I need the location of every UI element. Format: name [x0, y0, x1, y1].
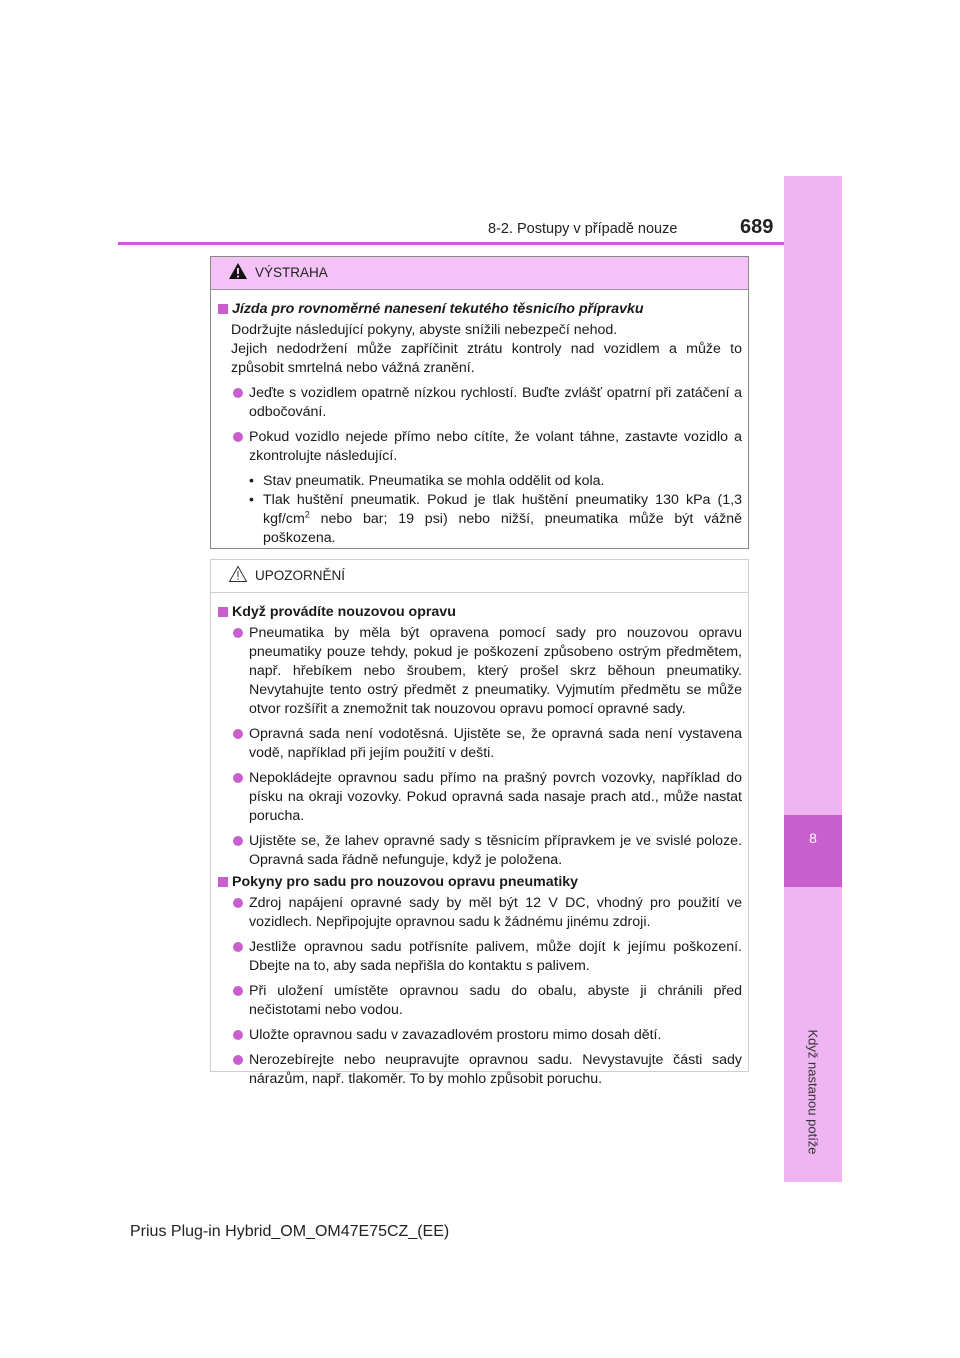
warning-box — [210, 256, 749, 549]
caution-header — [211, 560, 748, 593]
chapter-number-tab — [784, 815, 842, 887]
caution-s2-bullet-4: Uložte opravnou sadu v zavazadlovém prostoru mimo dosah dětí. — [217, 1026, 742, 1045]
caution-triangle-icon — [228, 565, 248, 583]
chapter-label: Když nastanou potíže — [805, 1029, 821, 1155]
caution-s1-bullet-3: Nepokládejte opravnou sadu přímo na prašný povrch vozovky, například do písku na okraji vozovky. Pokud opravná sada nasaje prach atd., může nastat porucha. — [217, 769, 742, 826]
caution-s1-b1-cont: Nevytahujte tento ostrý předmět z pneumatiky. Vyjmutím předmětu se může otvor rozšířit a znemožnit tak nouzovou opravu pomocí opravné sady. — [249, 682, 742, 717]
caution-box — [210, 559, 749, 1087]
warning-intro-2: Jejich nedodržení může zapříčinit ztrátu kontroly nad vozidlem a může to způsobit smrtelná nebo vážná zranění. — [231, 341, 742, 376]
caution-s2-bullet-1: Zdroj napájení opravné sady by měl být 12 V DC, vhodný pro použití ve vozidlech. Nepřipojujte opravnou sadu k žádnému jinému zdroji. — [217, 894, 742, 932]
caution-section-1: Když provádíte nouzovou opravu — [217, 603, 742, 622]
warning-triangle-icon — [228, 262, 248, 280]
caution-s1-bullet-1 — [217, 624, 742, 719]
page-number: 689 — [740, 216, 774, 238]
caution-s1-bullet-2: Opravná sada není vodotěsná. Ujistěte se, že opravná sada není vystavena vodě, například při jejím použití v dešti. — [217, 725, 742, 763]
header-section-title: 8-2. Postupy v případě nouze — [488, 221, 678, 237]
header-rule — [118, 242, 784, 245]
warning-sub-2-text-b: nebo bar; 19 psi) nebo nižší, pneumatika může být vážně poškozena. — [263, 511, 742, 546]
caution-s2-bullet-3: Při uložení umístěte opravnou sadu do obalu, abyste ji chránili před nečistotami nebo vodou. — [217, 982, 742, 1020]
warning-sub-1: • Stav pneumatik. Pneumatika se mohla oddělit od kola. — [217, 472, 742, 491]
document-id: Prius Plug-in Hybrid_OM_OM47E75CZ_(EE) — [130, 1223, 450, 1240]
caution-s1-bullet-4: Ujistěte se, že lahev opravné sady s těsnicím přípravkem je ve svislé poloze. Opravná sada řádně nefunguje, když je položena. — [217, 832, 742, 870]
caution-s1-b1-text: Pneumatika by měla být opravena pomocí sady pro nouzovou opravu pneumatiky pouze tehdy, pokud je poškození způsobeno ostrým předmětem, např. hřebíkem nebo šroubem, který prošel skrz běhoun pneumatiky. — [249, 625, 742, 679]
chapter-number: 8 — [809, 830, 817, 846]
caution-section-2: Pokyny pro sadu pro nouzovou opravu pneumatiky — [217, 873, 742, 892]
warning-sub-2 — [217, 491, 742, 548]
caution-s2-bullet-2: Jestliže opravnou sadu potřísníte palivem, může dojít k jejímu poškození. Dbejte na to, aby sada nepřišla do kontaktu s palivem. — [217, 938, 742, 976]
caution-title: UPOZORNĚNÍ — [255, 568, 346, 583]
caution-s2-bullet-5: Nerozebírejte nebo neupravujte opravnou sadu. Nevystavujte části sady nárazům, např. tlakoměr. To by mohlo způsobit poruchu. — [217, 1051, 742, 1089]
warning-bullet-2: Pokud vozidlo nejede přímo nebo cítíte, že volant táhne, zastavte vozidlo a zkontrolujte následující. — [217, 428, 742, 466]
warning-sub-2-text-a: Tlak huštění pneumatik. Pokud je tlak huštění pneumatiky 130 kPa (1,3 kgf/cm — [263, 492, 742, 527]
warning-header — [211, 257, 748, 290]
warning-sub-2-sup: 2 — [304, 509, 310, 520]
warning-heading: Jízda pro rovnoměrné nanesení tekutého těsnicího přípravku — [217, 300, 742, 319]
warning-bullet-1: Jeďte s vozidlem opatrně nízkou rychlostí. Buďte zvlášť opatrní při zatáčení a odbočování. — [217, 384, 742, 422]
warning-title: VÝSTRAHA — [255, 265, 328, 280]
warning-intro-1: Dodržujte následující pokyny, abyste snížili nebezpečí nehod. — [231, 322, 618, 338]
